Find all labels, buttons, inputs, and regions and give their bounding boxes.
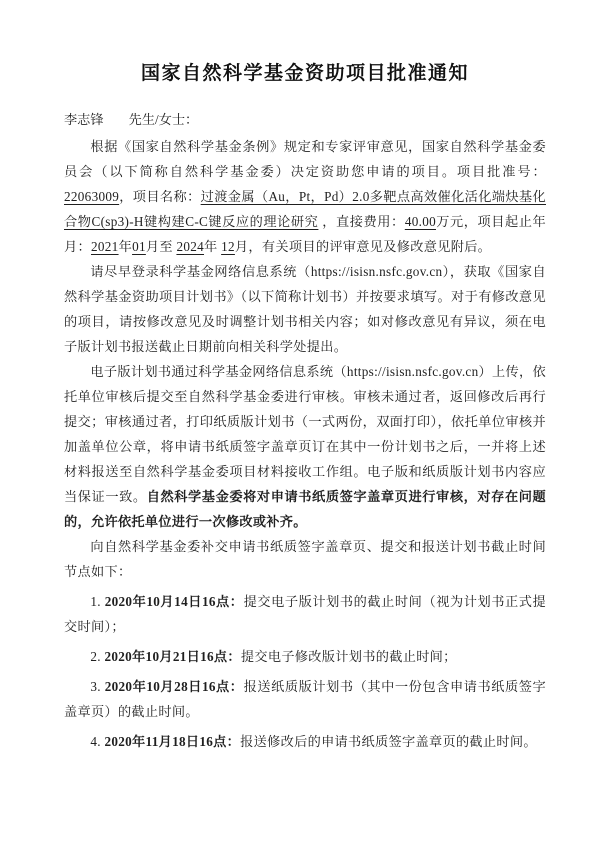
- deadline-item-1: [64, 589, 546, 639]
- text-segment: 提交电子版计划书的截止时间（视为计划书正式提交时间）；: [64, 594, 546, 634]
- text-segment: 1.: [90, 594, 105, 609]
- text-segment: 月至: [145, 239, 177, 254]
- document-title: 国家自然科学基金资助项目批准通知: [140, 63, 469, 84]
- deadline-item-4: [64, 729, 546, 754]
- deadline-list: [64, 589, 546, 754]
- text-segment: 4.: [90, 734, 105, 749]
- text-segment: 3.: [90, 679, 105, 694]
- deadline-item-2: [64, 644, 546, 669]
- text-segment: ，直接费用：: [318, 214, 405, 229]
- text-segment: 2024: [176, 239, 205, 254]
- text-segment: 请尽早登录科学基金网络信息系统（https://isisn.nsfc.gov.cn），获取《国家自然科学基金资助项目计划书》（以下简称计划书）并按要求填写。对于有修改意见的项目，请按修改意见及时调整计划书相关内容；如对修改意见有异议，须在电子版计划书报送截止日期前向相关科学处提出。: [64, 264, 546, 354]
- text-segment: 40.00: [404, 214, 436, 229]
- paragraph-submission-process: [64, 359, 546, 534]
- deadline-item-3: [64, 674, 546, 724]
- text-segment: 报送纸质版计划书（其中一份包含申请书纸质签字盖章页）的截止时间。: [64, 679, 546, 719]
- text-segment: 万元，项目起止年月：: [64, 214, 547, 254]
- text-segment: 2020年11月18日16点：: [104, 734, 241, 749]
- text-segment: 2020年10月14日16点：: [104, 594, 244, 609]
- salutation-suffix: 先生/女士：: [128, 112, 199, 127]
- text-segment: 2021: [90, 239, 119, 254]
- text-segment: 电子版计划书通过科学基金网络信息系统（https://isisn.nsfc.gov.cn）上传，依托单位审核后提交至自然科学基金委进行审核。审核未通过者，返回修改后再行提交；审核通过者，打印纸质版计划书（一式两份，双面打印），依托单位审核并加盖单位公章，将申请书纸质签字盖章页订在其中一份计划书之后，一并将上述材料报送至自然科学基金委项目材料接收工作组。电子版和纸质版计划书内容应当保证一致。: [64, 364, 546, 504]
- text-segment: 年: [204, 239, 222, 254]
- paragraph-grant-approval: [64, 134, 546, 259]
- text-segment: 2020年10月21日16点：: [104, 649, 241, 664]
- paragraph-deadline-intro: [64, 534, 546, 584]
- salutation-line: [64, 107, 546, 132]
- text-segment: 22063009: [64, 189, 120, 204]
- text-segment: 过渡金属（Au，Pt，Pd）2.0多靶点高效催化活化端炔基化合物C(sp3)-H键构建C-C键反应的理论研究: [64, 189, 546, 229]
- text-segment: ，项目名称：: [119, 189, 201, 204]
- text-segment: 报送修改后的申请书纸质签字盖章页的截止时间。: [240, 734, 537, 749]
- text-segment: 年: [118, 239, 133, 254]
- text-segment: 01: [132, 239, 146, 254]
- text-segment: 2.: [90, 649, 105, 664]
- recipient-name: 李志锋: [64, 112, 104, 127]
- text-segment: 12: [221, 239, 235, 254]
- text-segment: 提交电子修改版计划书的截止时间；: [240, 649, 457, 664]
- text-segment: 2020年10月28日16点：: [104, 679, 244, 694]
- text-segment: 自然科学基金委将对申请书纸质签字盖章页进行审核，对存在问题的，允许依托单位进行一次修改或补齐。: [64, 489, 546, 529]
- text-segment: 根据《国家自然科学基金条例》规定和专家评审意见，国家自然科学基金委员会（以下简称自然科学基金委）决定资助您申请的项目。项目批准号：: [64, 139, 546, 179]
- paragraph-login-instructions: [64, 259, 546, 359]
- text-segment: 月，有关项目的评审意见及修改意见附后。: [234, 239, 492, 254]
- text-segment: 向自然科学基金委补交申请书纸质签字盖章页、提交和报送计划书截止时间节点如下：: [64, 539, 546, 579]
